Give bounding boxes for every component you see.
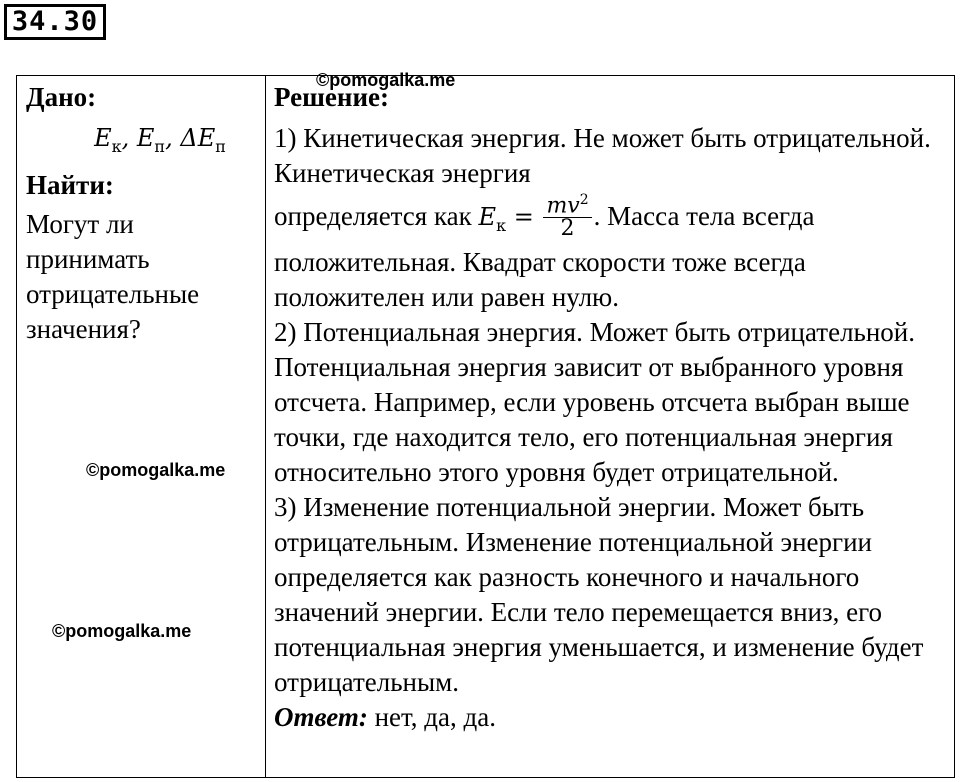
var-potential: $E_п$, xyxy=(136,124,181,156)
formula-fraction: $\frac{mv^2}{2}$ xyxy=(543,189,591,240)
solution-heading: Решение: xyxy=(274,82,389,112)
find-question: Могут ли принимать отрицательные значения? xyxy=(26,209,200,344)
solution-column xyxy=(274,80,950,735)
watermark: ©pomogalka.me xyxy=(316,70,456,90)
var-kinetic: $E_к$, xyxy=(94,124,137,156)
answer-label: Ответ: xyxy=(274,701,368,732)
step-1-continued: положительная. Квадрат скорости тоже всегда положителен или равен нулю. xyxy=(274,246,806,312)
step-1-formula-line xyxy=(274,193,950,245)
answer-text: нет, да, да. xyxy=(367,701,497,732)
column-divider xyxy=(265,75,266,778)
given-heading: Дано: xyxy=(26,82,97,112)
answer-line xyxy=(274,700,950,735)
given-variables xyxy=(26,121,260,164)
watermark: ©pomogalka.me xyxy=(52,621,192,641)
step-2-text: 2) Потенциальная энергия. Может быть отрицательной. Потенциальная энергия зависит от выбранного уровня отсчета. Например, если уровень отсчета выбран выше точки, где находится тело, его потенциальная энергия относительно этого уровня будет отрицательной. xyxy=(274,316,915,487)
watermark: ©pomogalka.me xyxy=(86,460,226,480)
given-column xyxy=(26,80,260,347)
step-1-text: 1) Кинетическая энергия. Не может быть отрицательной. Кинетическая энергия xyxy=(274,123,931,188)
find-heading: Найти: xyxy=(26,170,114,200)
formula-prefix: определяется как xyxy=(274,200,479,231)
formula-suffix: . Масса тела всегда xyxy=(593,200,815,231)
kinetic-energy-formula: $E_к$ = xyxy=(478,202,542,235)
problem-number: 34.30 xyxy=(4,4,106,40)
step-3-text: 3) Изменение потенциальной энергии. Может быть отрицательным. Изменение потенциальной энергии определяется как разность конечного и начального значений энергии. Если тело перемещается вниз, его потенциальная энергия уменьшается, и изменение будет отрицательным. xyxy=(274,491,924,697)
var-delta-potential: $\Delta E_п$ xyxy=(180,124,226,156)
